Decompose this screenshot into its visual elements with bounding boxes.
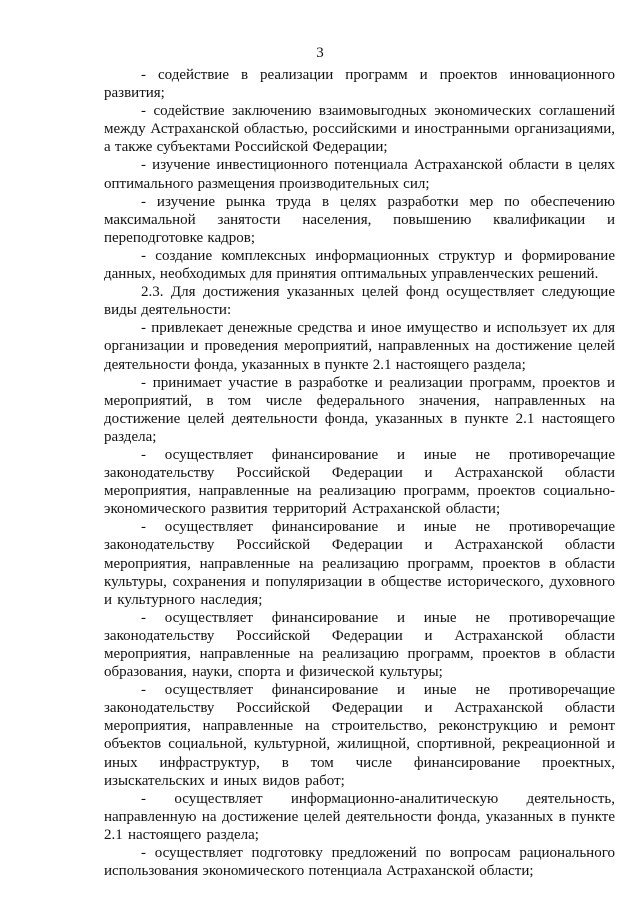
document-body [104,66,615,880]
paragraph: - осуществляет финансирование и иные не противоречащие законодательству Российской Федерации и Астраханской области мероприятия, направленные на строительство, реконструкцию и ремонт объектов социальной, культурной, жилищной, спортивной, рекреационной и иных инфраструктур, в том числе финансирование проектных, изыскательских и иных видов работ; [104,682,615,789]
paragraph: - изучение рынка труда в целях разработки мер по обеспечению максимальной занятости населения, повышению квалификации и переподготовке кадров; [104,193,615,246]
paragraph: - изучение инвестиционного потенциала Астраханской области в целях оптимального размещения производительных сил; [104,157,615,192]
paragraph: 2.3. Для достижения указанных целей фонд осуществляет следующие виды деятельности: [104,284,615,319]
paragraph: - осуществляет финансирование и иные не противоречащие законодательству Российской Федерации и Астраханской области мероприятия, направленные на реализацию программ, проектов в области культуры, сохранения и популяризации в обществе исторического, духовного и культурного наследия; [104,519,615,608]
paragraph: - принимает участие в разработке и реализации программ, проектов и мероприятий, в том числе федерального значения, направленных на достижение целей деятельности фонда, указанных в пункте 2.1 настоящего раздела; [104,374,615,445]
paragraph: - осуществляет финансирование и иные не противоречащие законодательству Российской Федерации и Астраханской области мероприятия, направленные на реализацию программ, проектов в области образования, науки, спорта и физической культуры; [104,609,615,681]
paragraph: - осуществляет финансирование и иные не противоречащие законодательству Российской Федерации и Астраханской области мероприятия, направленные на реализацию программ, проектов социально-экономического развития территорий Астраханской области; [104,446,615,518]
paragraph: - осуществляет подготовку предложений по вопросам рационального использования экономического потенциала Астраханской области; [104,845,615,880]
paragraph: - содействие в реализации программ и проектов инновационного развития; [104,67,615,102]
paragraph: - осуществляет информационно-аналитическую деятельность, направленную на достижение целей деятельности фонда, указанных в пункте 2.1 настоящего раздела; [104,790,615,843]
paragraph: - содействие заключению взаимовыгодных экономических соглашений между Астраханской областью, российскими и иностранными организациями, а также субъектами Российской Федерации; [104,103,615,156]
paragraph: - привлекает денежные средства и иное имущество и использует их для организации и проведения мероприятий, направленных на достижение целей деятельности фонда, указанных в пункте 2.1 настоящего раздела; [104,320,615,373]
page-number: 3 [316,45,324,61]
paragraph: - создание комплексных информационных структур и формирование данных, необходимых для принятия оптимальных управленческих решений. [104,247,615,283]
